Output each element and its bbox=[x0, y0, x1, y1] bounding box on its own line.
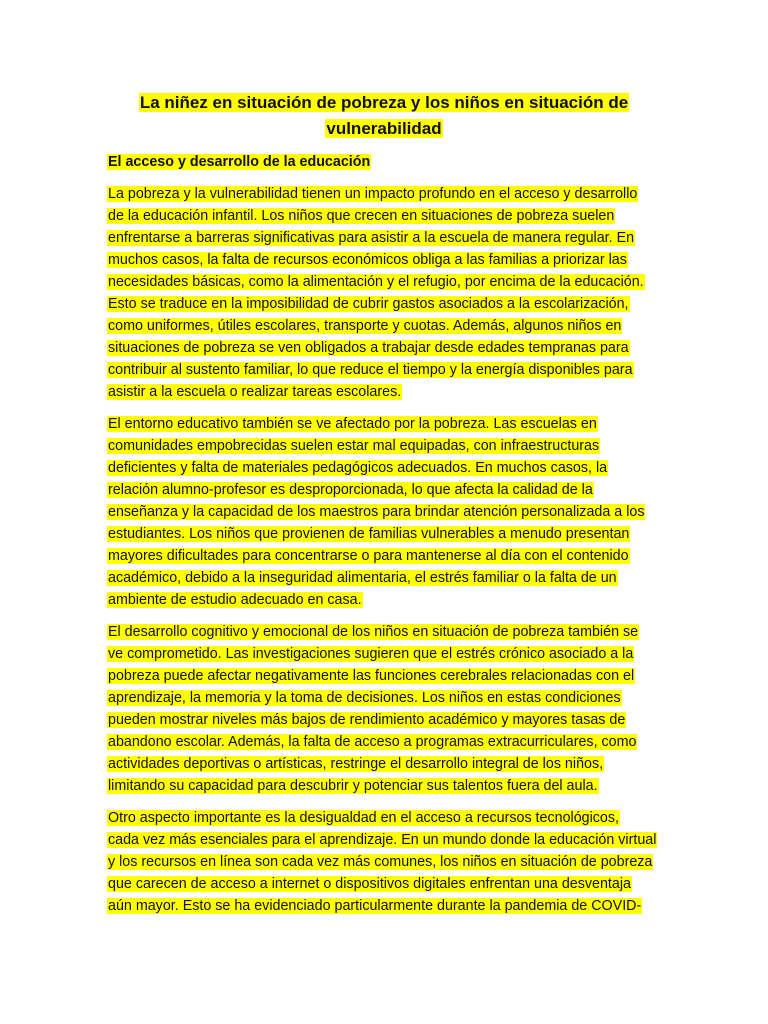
paragraph-line: estudiantes. Los niños que provienen de familias vulnerables a menudo presentan bbox=[108, 526, 630, 542]
paragraph-line: pobreza puede afectar negativamente las funciones cerebrales relacionadas con el bbox=[108, 668, 635, 684]
paragraph-line: situaciones de pobreza se ven obligados a trabajar desde edades tempranas para bbox=[108, 340, 629, 356]
paragraph-line: académico, debido a la inseguridad alimentaria, el estrés familiar o la falta de un bbox=[108, 570, 617, 586]
section-heading: El acceso y desarrollo de la educación bbox=[108, 154, 371, 170]
paragraph-line: comunidades empobrecidas suelen estar mal equipadas, con infraestructuras bbox=[108, 438, 600, 454]
paragraph-line: necesidades básicas, como la alimentación y el refugio, por encima de la educación. bbox=[108, 274, 644, 290]
paragraph-line: y los recursos en línea son cada vez más comunes, los niños en situación de pobreza bbox=[108, 854, 653, 870]
paragraph-line: ve comprometido. Las investigaciones sugieren que el estrés crónico asociado a la bbox=[108, 646, 634, 662]
paragraph-line: pueden mostrar niveles más bajos de rendimiento académico y mayores tasas de bbox=[108, 712, 626, 728]
paragraph-line: El desarrollo cognitivo y emocional de los niños en situación de pobreza también se bbox=[108, 624, 639, 640]
paragraph-line: de la educación infantil. Los niños que crecen en situaciones de pobreza suelen bbox=[108, 208, 615, 224]
paragraph-line: abandono escolar. Además, la falta de acceso a programas extracurriculares, como bbox=[108, 734, 637, 750]
document-title-line-2: vulnerabilidad bbox=[326, 119, 442, 138]
paragraph-line: La pobreza y la vulnerabilidad tienen un impacto profundo en el acceso y desarrollo bbox=[108, 186, 638, 202]
paragraph-line: aprendizaje, la memoria y la toma de decisiones. Los niños en estas condiciones bbox=[108, 690, 621, 706]
paragraph-line: aún mayor. Esto se ha evidenciado particularmente durante la pandemia de COVID- bbox=[108, 898, 642, 914]
paragraph-line: contribuir al sustento familiar, lo que reduce el tiempo y la energía disponibles para bbox=[108, 362, 633, 378]
paragraph-line: Esto se traduce en la imposibilidad de cubrir gastos asociados a la escolarización, bbox=[108, 296, 629, 312]
document-title-line-1: La niñez en situación de pobreza y los niños en situación de bbox=[139, 93, 629, 112]
paragraph-line: asistir a la escuela o realizar tareas escolares. bbox=[108, 384, 402, 400]
paragraph-line: actividades deportivas o artísticas, restringe el desarrollo integral de los niños, bbox=[108, 756, 604, 772]
paragraph-line: muchos casos, la falta de recursos económicos obliga a las familias a priorizar las bbox=[108, 252, 627, 268]
paragraph-line: El entorno educativo también se ve afectado por la pobreza. Las escuelas en bbox=[108, 416, 597, 432]
paragraph-line: mayores dificultades para concentrarse o para mantenerse al día con el contenido bbox=[108, 548, 629, 564]
paragraph-line: limitando su capacidad para descubrir y potenciar sus talentos fuera del aula. bbox=[108, 778, 598, 794]
paragraph-line: deficientes y falta de materiales pedagógicos adecuados. En muchos casos, la bbox=[108, 460, 608, 476]
paragraph-line: enseñanza y la capacidad de los maestros para brindar atención personalizada a los bbox=[108, 504, 645, 520]
paragraph-line: como uniformes, útiles escolares, transporte y cuotas. Además, algunos niños en bbox=[108, 318, 622, 334]
paragraph-line: relación alumno-profesor es desproporcionada, lo que afecta la calidad de la bbox=[108, 482, 593, 498]
paragraph-line: ambiente de estudio adecuado en casa. bbox=[108, 592, 362, 608]
paragraph-line: cada vez más esenciales para el aprendizaje. En un mundo donde la educación virtual bbox=[108, 832, 657, 848]
paragraph-line: Otro aspecto importante es la desigualdad en el acceso a recursos tecnológicos, bbox=[108, 810, 620, 826]
paragraph-line: enfrentarse a barreras significativas para asistir a la escuela de manera regular. En bbox=[108, 230, 635, 246]
paragraph-line: que carecen de acceso a internet o dispositivos digitales enfrentan una desventaja bbox=[108, 876, 631, 892]
